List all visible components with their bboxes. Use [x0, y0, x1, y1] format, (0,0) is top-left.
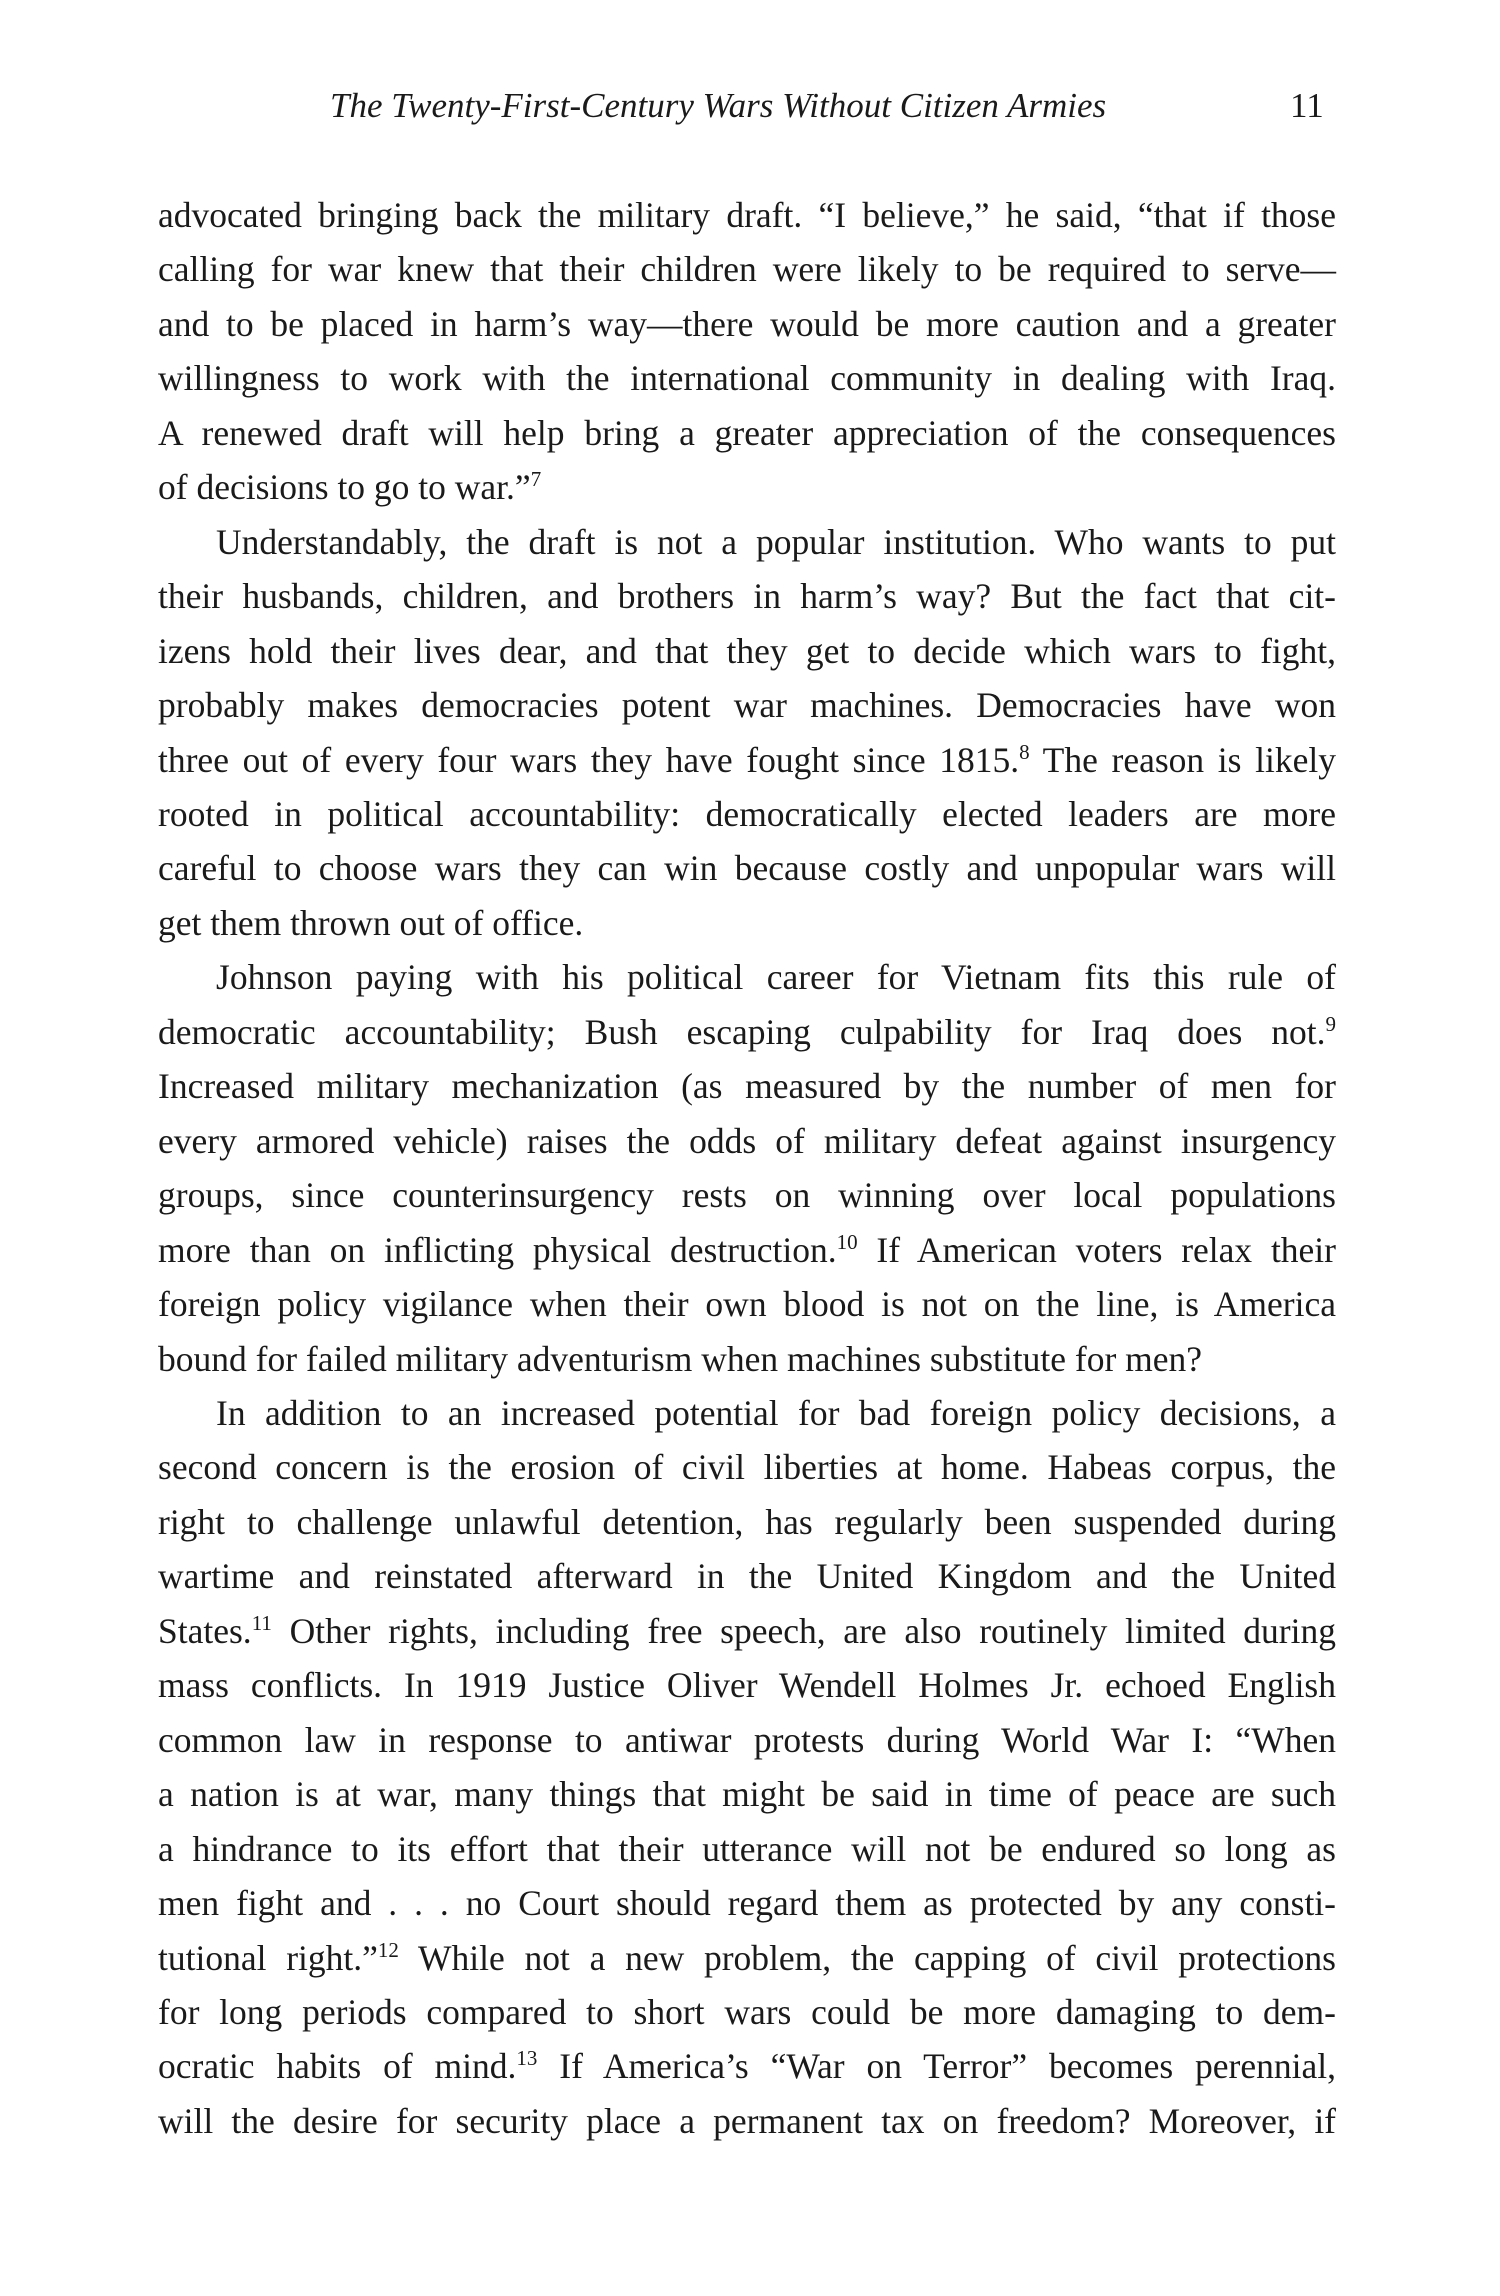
text-line: calling for war knew that their children were likely to be required to serve— [158, 249, 1336, 290]
text-line: careful to choose wars they can win because costly and unpopular wars will [158, 848, 1336, 889]
running-head-title: The Twenty-First-Century Wars Without Citizen Armies [330, 86, 1107, 125]
text-line: ocratic habits of mind.$^{13}$ If America’s “War on Terror” becomes perennial, [158, 2046, 1336, 2087]
text-line: right to challenge unlawful detention, has regularly been suspended during [158, 1501, 1336, 1542]
footnote-marker: 7 [530, 467, 542, 492]
footnote-marker: 12 [377, 1937, 399, 1962]
text-line: tutional right.”$^{12}$ While not a new problem, the capping of civil protections [158, 1937, 1336, 1978]
text-line: foreign policy vigilance when their own blood is not on the line, is America [158, 1284, 1336, 1325]
text-line: second concern is the erosion of civil liberties at home. Habeas corpus, the [158, 1447, 1336, 1488]
text-line: a hindrance to its effort that their utterance will not be endured so long as [158, 1828, 1336, 1869]
page-number: 11 [1290, 86, 1324, 125]
text-line: probably makes democracies potent war machines. Democracies have won [158, 685, 1336, 726]
footnote-marker: 11 [251, 1610, 272, 1635]
text-line: willingness to work with the international community in dealing with Iraq. [158, 358, 1336, 399]
paragraph [158, 950, 1336, 1386]
text-line: for long periods compared to short wars could be more damaging to dem- [158, 1991, 1336, 2032]
text-line: common law in response to antiwar protests during World War I: “When [158, 1719, 1336, 1760]
text-line: three out of every four wars they have fought since 1815.$^8$ The reason is likely [158, 739, 1336, 780]
text-line: wartime and reinstated afterward in the United Kingdom and the United [158, 1556, 1336, 1597]
body-text [158, 188, 1336, 2148]
text-line: Johnson paying with his political career for Vietnam fits this rule of [216, 957, 1336, 998]
text-line: democratic accountability; Bush escaping culpability for Iraq does not.$^9$ [158, 1011, 1336, 1052]
running-head [0, 86, 1500, 136]
text-line: a nation is at war, many things that might be said in time of peace are such [158, 1774, 1336, 1815]
footnote-marker: 8 [1019, 739, 1030, 764]
paragraph [158, 1386, 1336, 2148]
text-line: groups, since counterinsurgency rests on winning over local populations [158, 1175, 1336, 1216]
text-line: Understandably, the draft is not a popular institution. Who wants to put [216, 521, 1336, 562]
text-line: of decisions to go to war.”$^7$ [158, 467, 542, 508]
text-line: In addition to an increased potential for bad foreign policy decisions, a [216, 1392, 1336, 1433]
text-line: will the desire for security place a permanent tax on freedom? Moreover, if [158, 2100, 1336, 2141]
text-line: more than on inflicting physical destruction.$^{10}$ If American voters relax their [158, 1229, 1336, 1270]
footnote-marker: 10 [836, 1229, 858, 1254]
text-line: izens hold their lives dear, and that they get to decide which wars to fight, [158, 630, 1336, 671]
text-line: and to be placed in harm’s way—there would be more caution and a greater [158, 303, 1336, 344]
paragraph [158, 188, 1336, 515]
text-line: Increased military mechanization (as measured by the number of men for [158, 1066, 1336, 1107]
text-line: mass conflicts. In 1919 Justice Oliver Wendell Holmes Jr. echoed English [158, 1665, 1336, 1706]
text-line: every armored vehicle) raises the odds of military defeat against insurgency [158, 1120, 1336, 1161]
paragraph [158, 515, 1336, 951]
text-line: men fight and . . . no Court should regard them as protected by any consti- [158, 1883, 1336, 1924]
text-line: get them thrown out of office. [158, 902, 584, 943]
text-line: States.$^{11}$ Other rights, including free speech, are also routinely limited during [158, 1610, 1336, 1651]
text-line: advocated bringing back the military draft. “I believe,” he said, “that if those [158, 195, 1336, 235]
text-line: bound for failed military adventurism when machines substitute for men? [158, 1338, 1203, 1379]
text-line: rooted in political accountability: democratically elected leaders are more [158, 793, 1336, 834]
text-line: their husbands, children, and brothers in harm’s way? But the fact that cit- [158, 576, 1336, 617]
text-line: A renewed draft will help bring a greater appreciation of the consequences [158, 412, 1336, 453]
footnote-marker: 9 [1325, 1011, 1336, 1036]
footnote-marker: 13 [516, 2046, 538, 2071]
